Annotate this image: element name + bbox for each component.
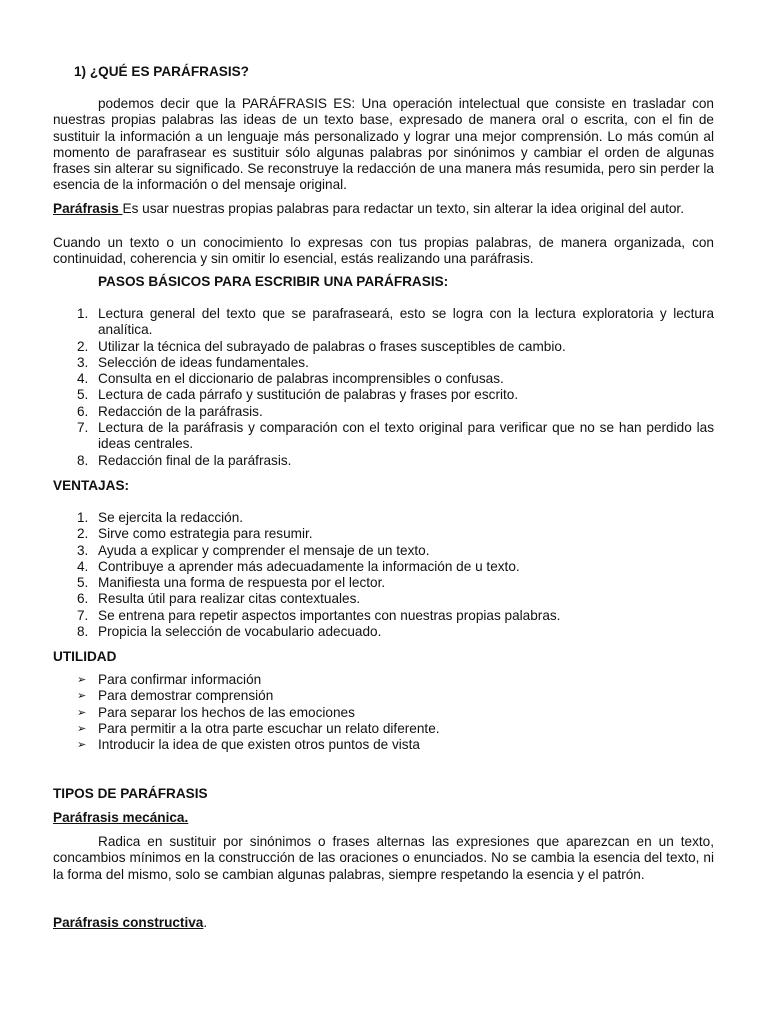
list-number: 1. <box>77 306 89 321</box>
arrow-bullet-icon: ➢ <box>77 739 87 752</box>
list-number: 8. <box>77 452 89 468</box>
definition-text: Es usar nuestras propias palabras para redactar un texto, sin alterar la idea original del autor. <box>122 201 684 216</box>
list-number: 6. <box>77 591 89 607</box>
constructiva-suffix: . <box>203 915 208 930</box>
list-item-text: Redacción final de la paráfrasis. <box>98 452 292 468</box>
list-number: 4. <box>77 558 89 574</box>
list-number: 2. <box>77 338 89 354</box>
list-item-text: Para confirmar información <box>98 672 262 687</box>
list-item <box>53 543 714 559</box>
list-item <box>53 559 714 575</box>
list-item <box>53 387 714 403</box>
mecanica-paragraph: Radica en sustituir por sinónimos o frases alternas las expresiones que aparezcan en un texto, concambios mínimos en la construcción de las oraciones o enunciados. No se cambia la esencia del texto, ni la forma del mismo, solo se cambian algunas palabras, siempre respetando la esencia y el patrón. <box>53 834 714 882</box>
list-number: 3. <box>77 354 89 370</box>
list-item-text: Consulta en el diccionario de palabras incomprensibles o confusas. <box>98 371 504 387</box>
list-item <box>53 591 714 607</box>
list-number: 5. <box>77 387 89 403</box>
list-item <box>53 510 714 526</box>
list-item <box>53 526 714 542</box>
list-item <box>53 371 714 387</box>
list-item <box>53 672 714 688</box>
list-item-text: Para permitir a la otra parte escuchar un relato diferente. <box>98 720 440 736</box>
list-item-text: Redacción de la paráfrasis. <box>98 403 263 419</box>
list-item-text: Para separar los hechos de las emociones <box>98 704 355 720</box>
list-item-text: Selección de ideas fundamentales. <box>98 354 309 370</box>
list-item-text: Ayuda a explicar y comprender el mensaje de un texto. <box>98 542 430 558</box>
section-heading-que-es: 1) ¿QUÉ ES PARÁFRASIS? <box>74 64 249 79</box>
list-item-text: Contribuye a aprender más adecuadamente la información de u texto. <box>98 558 520 574</box>
list-item <box>53 624 714 640</box>
list-item-text: Lectura de la paráfrasis y comparación con el texto original para verificar que no se han perdido las ideas centrales. <box>98 420 714 452</box>
list-item-text: Lectura general del texto que se parafraseará, esto se logra con la lectura exploratoria y lectura analítica. <box>98 306 714 338</box>
intro-paragraph: podemos decir que la PARÁFRASIS ES: Una operación intelectual que consiste en trasladar con nuestras propias palabras las ideas de un texto base, expresado de manera oral o escrita, con el fin de sustituir la información a un lenguaje más personalizado y lograr una mejor comprensión. Lo más común al momento de parafrasear es sustituir sólo algunas palabras por sinónimos y cambiar el orden de algunas frases sin alterar su significado. Se reconstruye la redacción de una manera más resumida, pero sin perder la esencia de la información o del mensaje original. <box>53 96 714 193</box>
ventajas-heading: VENTAJAS: <box>53 478 130 493</box>
list-number: 1. <box>77 510 89 525</box>
arrow-bullet-icon: ➢ <box>77 674 87 686</box>
list-item <box>53 453 714 469</box>
list-item-text: Utilizar la técnica del subrayado de palabras o frases susceptibles de cambio. <box>98 338 566 354</box>
utilidad-heading: UTILIDAD <box>53 649 117 664</box>
tipos-heading: TIPOS DE PARÁFRASIS <box>53 786 208 801</box>
definition-term: Paráfrasis <box>53 201 123 216</box>
list-number: 7. <box>77 420 89 436</box>
list-item-text: Manifiesta una forma de respuesta por el lector. <box>98 575 386 591</box>
arrow-bullet-icon: ➢ <box>77 722 87 735</box>
ventajas-list <box>53 510 714 640</box>
list-item <box>53 420 714 453</box>
list-number: 5. <box>77 575 89 591</box>
list-item-text: Resulta útil para realizar citas contextuales. <box>98 591 361 607</box>
list-item <box>53 355 714 371</box>
list-item-text: Introducir la idea de que existen otros puntos de vista <box>98 737 420 753</box>
list-item <box>53 721 714 737</box>
list-item <box>53 339 714 355</box>
list-number: 8. <box>77 624 89 640</box>
list-item <box>53 608 714 624</box>
list-number: 4. <box>77 371 89 387</box>
list-item <box>53 575 714 591</box>
definition-line <box>53 201 714 217</box>
constructiva-line <box>53 915 207 931</box>
pasos-list <box>53 306 714 469</box>
list-item-text: Sirve como estrategia para resumir. <box>98 526 313 542</box>
list-item-text: Para demostrar comprensión <box>98 688 274 704</box>
list-item-text: Se entrena para repetir aspectos importantes con nuestras propias palabras. <box>98 607 561 623</box>
arrow-bullet-icon: ➢ <box>77 706 87 719</box>
list-item <box>53 705 714 721</box>
list-item-text: Lectura de cada párrafo y sustitución de palabras y frases por escrito. <box>98 387 519 403</box>
list-number: 2. <box>77 526 89 542</box>
list-number: 6. <box>77 403 89 419</box>
list-item <box>53 306 714 339</box>
arrow-bullet-icon: ➢ <box>77 690 87 703</box>
constructiva-title: Paráfrasis constructiva <box>53 915 204 930</box>
list-item-text: Propicia la selección de vocabulario adecuado. <box>98 624 382 640</box>
mecanica-title: Paráfrasis mecánica. <box>53 810 189 825</box>
paragraph-cuando: Cuando un texto o un conocimiento lo expresas con tus propias palabras, de manera organizada, con continuidad, coherencia y sin omitir lo esencial, estás realizando una paráfrasis. <box>53 235 714 267</box>
list-item <box>53 404 714 420</box>
pasos-heading: PASOS BÁSICOS PARA ESCRIBIR UNA PARÁFRASIS: <box>98 274 449 289</box>
list-item-text: Se ejercita la redacción. <box>98 510 244 525</box>
list-number: 3. <box>77 542 89 558</box>
list-item <box>53 737 714 753</box>
list-item <box>53 688 714 704</box>
utilidad-list <box>53 672 714 753</box>
list-number: 7. <box>77 607 89 623</box>
